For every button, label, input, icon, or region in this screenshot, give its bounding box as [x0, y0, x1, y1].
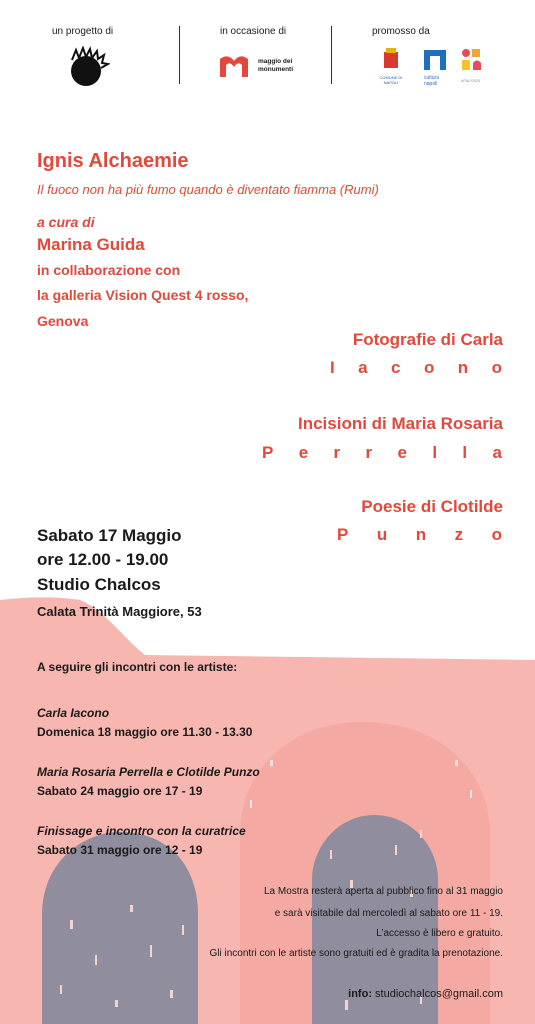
- project-label: un progetto di: [52, 26, 114, 37]
- third-logo-text: #ITALY2025: [461, 79, 480, 83]
- comune-logo: [372, 48, 410, 85]
- exhibition-title: Ignis Alchaemie: [37, 150, 189, 172]
- surname-letter: l: [462, 443, 468, 462]
- surname-letter: P: [337, 525, 349, 544]
- surname-letter: e: [397, 443, 407, 462]
- surname-letter: c: [391, 358, 401, 377]
- event-date: Sabato 17 Maggio: [37, 526, 182, 545]
- surname-letter: a: [492, 443, 502, 462]
- cultura-logo-text: cultura napoli: [424, 75, 440, 87]
- surname-letter: e: [298, 443, 309, 462]
- artist-role-perrella: Incisioni di Maria Rosaria: [297, 414, 503, 433]
- surname-letter: a: [358, 358, 368, 377]
- artist-surname-punzo: [337, 525, 502, 545]
- contact-email[interactable]: studiochalcos@gmail.com: [375, 988, 503, 1000]
- surname-letter: r: [365, 443, 373, 462]
- surname-letter: l: [432, 443, 438, 462]
- event-venue: Studio Chalcos: [37, 575, 161, 594]
- contact-label: info:: [348, 988, 372, 1000]
- curation-label: a cura di: [37, 214, 95, 230]
- header-divider-2: [331, 26, 332, 84]
- artist-surname-perrella: [262, 443, 502, 463]
- artist-surname-iacono: [330, 358, 502, 378]
- curator-name: Marina Guida: [37, 235, 145, 254]
- surname-letter: n: [457, 358, 469, 377]
- cultura-logo: [424, 50, 448, 87]
- exhibition-subtitle: Il fuoco non ha più fumo quando è diventato fiamma (Rumi): [37, 182, 379, 197]
- info-line-2: e sarà visitabile dal mercoledì al sabato ore 11 - 19.: [274, 908, 503, 919]
- contact: [348, 988, 503, 1000]
- occasion-label: in occasione di: [220, 26, 287, 37]
- collaboration-line-1: in collaborazione con: [37, 262, 181, 278]
- surname-letter: r: [333, 443, 341, 462]
- maggio-logo-text: maggio dei monumenti: [258, 58, 294, 73]
- comune-logo-text: COMUNE DI NAPOLI: [379, 75, 403, 85]
- collaboration-line-2: la galleria Vision Quest 4 rosso,: [37, 287, 249, 303]
- meeting-when: Sabato 31 maggio ore 12 - 19: [37, 843, 203, 857]
- collaboration-line-3: Genova: [37, 313, 89, 329]
- artist-role-punzo: Poesie di Clotilde: [361, 497, 503, 516]
- meeting-when: Sabato 24 maggio ore 17 - 19: [37, 784, 203, 798]
- info-line-4: Gli incontri con le artiste sono gratuiti ed è gradita la prenotazione.: [209, 948, 503, 959]
- meeting-when: Domenica 18 maggio ore 11.30 - 13.30: [37, 725, 253, 739]
- info-line-1: La Mostra resterà aperta al pubblico fino al 31 maggio: [263, 886, 503, 897]
- third-logo: [461, 48, 485, 83]
- surname-letter: z: [454, 525, 464, 544]
- project-logo: [64, 46, 110, 93]
- surname-letter: o: [491, 358, 502, 377]
- surname-letter: o: [423, 358, 435, 377]
- meeting-who: Maria Rosaria Perrella e Clotilde Punzo: [37, 765, 260, 779]
- meeting-who: Carla Iacono: [37, 706, 110, 720]
- event-address: Calata Trinità Maggiore, 53: [37, 604, 202, 619]
- surname-letter: u: [376, 525, 388, 544]
- surname-letter: o: [491, 525, 502, 544]
- header-divider-1: [179, 26, 180, 84]
- meeting-who: Finissage e incontro con la curatrice: [37, 824, 246, 838]
- surname-letter: I: [330, 358, 335, 377]
- maggio-logo: [220, 55, 304, 77]
- info-line-3: L’accesso è libero e gratuito.: [376, 928, 503, 939]
- meetings-intro: A seguire gli incontri con le artiste:: [37, 660, 238, 674]
- artist-role-iacono: Fotografie di Carla: [352, 330, 503, 349]
- surname-letter: n: [415, 525, 427, 544]
- event-hours: ore 12.00 - 19.00: [37, 550, 169, 569]
- promoted-label: promosso da: [372, 26, 430, 37]
- surname-letter: P: [262, 443, 274, 462]
